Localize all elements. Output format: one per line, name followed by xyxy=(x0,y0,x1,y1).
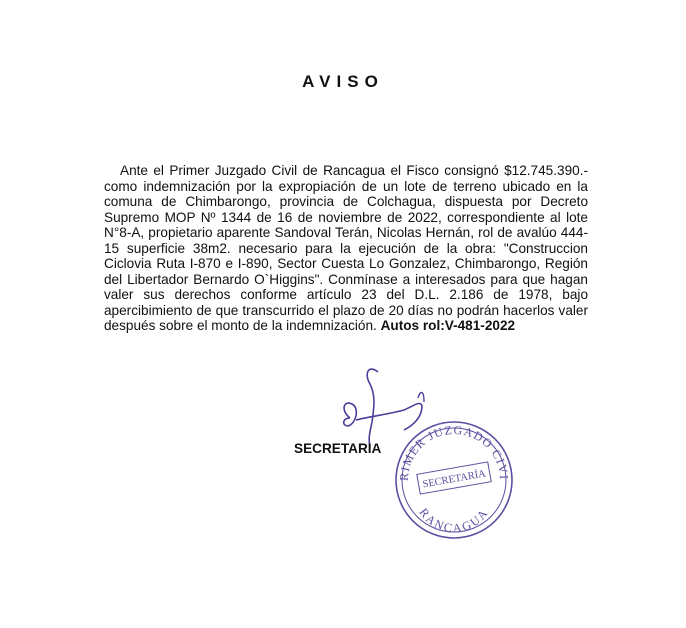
notice-title: AVISO xyxy=(302,72,384,91)
seal-top-text: RIMER JUZGADO CIVI xyxy=(396,422,512,482)
seal-center-text: SECRETARÍA xyxy=(421,468,487,491)
svg-text:PRIMER JUZGADO CIVIL xyxy=(388,418,511,481)
notice-body xyxy=(104,163,588,334)
case-number: Autos rol:V-481-2022 xyxy=(380,318,516,333)
notice-body-text: Ante el Primer Juzgado Civil de Rancagua el Fisco consignó $12.745.390.- como indemnización por la expropiación de un lote de terreno ubicado en la comuna de Chimbarongo, provincia de Colchagua, dispuesta por Decreto Supremo MOP Nº 1344 de 16 de noviembre de 2022, correspondiente al lote N°8-A, propietario aparente Sandoval Terán, Nicolas Hernán, rol de avalúo 444-15 superficie 38m2. necesario para la ejecución de la obra: "Construccion Ciclovia Ruta I-870 e I-890, Sector Cuesta Lo Gonzalez, Chimbarongo, Región del Libertador Bernardo O`Higgins". Conmínase a interesados para que hagan valer sus derechos conforme artículo 23 del D.L. 2.186 de 1978, bajo apercibimiento de que transcurrido el plazo de 20 días no podrán hacerlos valer después sobre el monto de la indemnización. xyxy=(104,163,588,333)
signer-title: SECRETARIA xyxy=(294,441,382,456)
svg-text:RANCAGUA xyxy=(417,505,492,535)
seal-bottom-text: RANCAGUA xyxy=(416,505,492,536)
court-seal xyxy=(388,418,520,545)
